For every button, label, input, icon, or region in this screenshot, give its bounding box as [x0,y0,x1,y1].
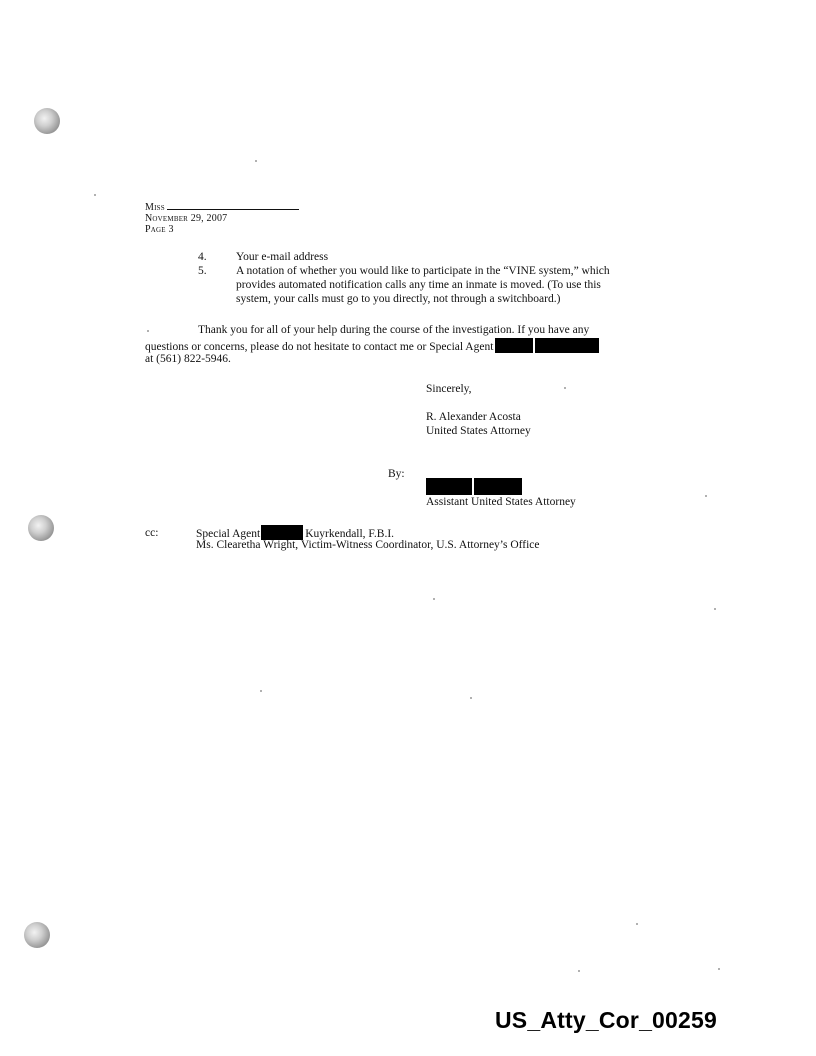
list-item-text: Your e-mail address [236,251,329,263]
punch-hole-top [34,108,60,134]
scan-speck [147,330,149,332]
scan-speck [578,970,580,972]
scan-speck [94,194,96,196]
cc-line-suffix: Kuyrkendall, F.B.I. [305,528,395,540]
body-line: Thank you for all of your help during the course of the investigation. If you have any [198,324,590,336]
scan-speck [705,495,707,497]
cc-line: Ms. Clearetha Wright, Victim-Witness Coordinator, U.S. Attorney’s Office [196,539,540,551]
recipient-line [145,200,299,213]
punch-hole-bottom [24,922,50,948]
list-item-number: 4. [198,251,207,263]
redaction-block [474,478,522,495]
signer-title: United States Attorney [426,425,531,437]
list-item-text: provides automated notification calls any time an inmate is moved. (To use this [236,279,601,291]
list-item-text: A notation of whether you would like to participate in the “VINE system,” which [236,265,610,277]
body-line-text: questions or concerns, please do not hesitate to contact me or Special Agent [145,341,494,353]
scan-speck [718,968,720,970]
cc-line-prefix: Special Agent [196,528,261,540]
redaction-block [535,338,599,353]
redaction-block [495,338,533,353]
cc-label: cc: [145,527,159,539]
letter-date: November 29, 2007 [145,213,228,224]
recipient-name-blank [167,200,299,210]
by-label: By: [388,468,405,480]
bates-number: US_Atty_Cor_00259 [495,1007,718,1033]
redaction-block [261,525,303,540]
scan-speck [564,387,566,389]
scan-speck [260,690,262,692]
list-item-number: 5. [198,265,207,277]
recipient-label: Miss [145,202,165,213]
scan-speck [255,160,257,162]
signature-redaction [426,478,522,497]
punch-hole-middle [28,515,54,541]
signer-name: R. Alexander Acosta [426,411,521,423]
list-item-text: system, your calls must go to you directly, not through a switchboard.) [236,293,561,305]
page-number: Page 3 [145,224,174,235]
scan-speck [714,608,716,610]
redaction-block [426,478,472,495]
info-list [198,251,668,311]
scan-speck [636,923,638,925]
letter-header [145,200,299,235]
assistant-title: Assistant United States Attorney [426,496,576,508]
scan-speck [433,598,435,600]
body-line: at (561) 822-5946. [145,353,231,365]
closing-salutation: Sincerely, [426,383,472,395]
scan-speck [470,697,472,699]
